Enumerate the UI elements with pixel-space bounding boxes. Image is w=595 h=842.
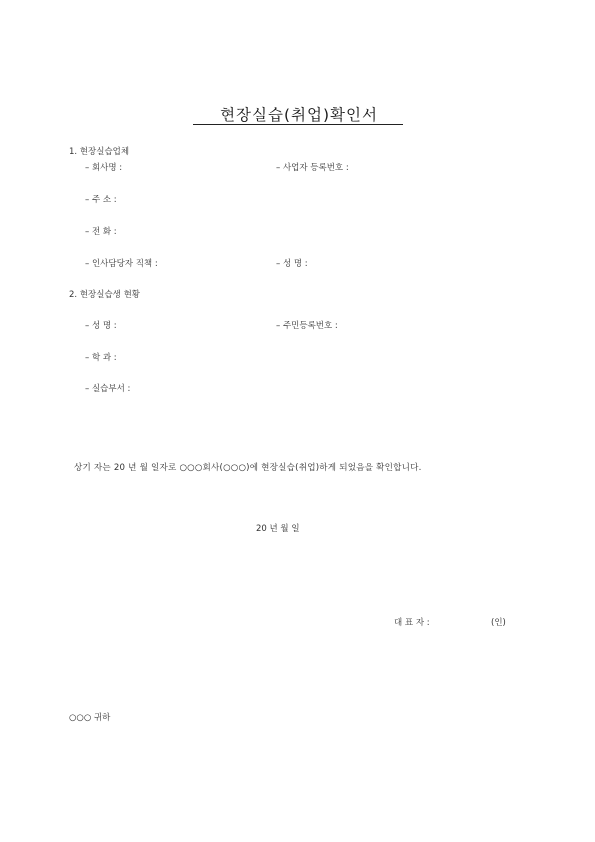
seal-mark: (인)	[491, 618, 506, 628]
phone-label: – 전 화 :	[85, 227, 117, 237]
section2-heading: 2. 현장실습생 현황	[69, 290, 140, 300]
company-name-label: – 회사명 :	[85, 163, 123, 173]
manager-name-label: – 성 명 :	[276, 259, 308, 269]
business-reg-no-label: – 사업자 등록번호 :	[276, 163, 349, 173]
confirmation-statement: 상기 자는 20 년 월 일자로 ○○○회사(○○○)에 현장실습(취업)하게 되었음을 확인합니다.	[74, 463, 422, 473]
document-title: 현장실습(취업)확인서	[220, 106, 378, 124]
resident-reg-no-label: – 주민등록번호 :	[276, 321, 338, 331]
representative-label: 대 표 자 :	[394, 618, 430, 628]
date-line: 20 년 월 일	[256, 524, 300, 534]
student-name-label: – 성 명 :	[85, 321, 117, 331]
address-label: – 주 소 :	[85, 195, 117, 205]
section1-heading: 1. 현장실습업체	[69, 147, 130, 157]
recipient-line: ○○○ 귀하	[69, 713, 111, 723]
title-underline	[193, 124, 403, 125]
training-dept-label: – 실습부서 :	[85, 384, 131, 394]
hr-manager-title-label: – 인사담당자 직책 :	[85, 259, 158, 269]
department-label: – 학 과 :	[85, 353, 117, 363]
